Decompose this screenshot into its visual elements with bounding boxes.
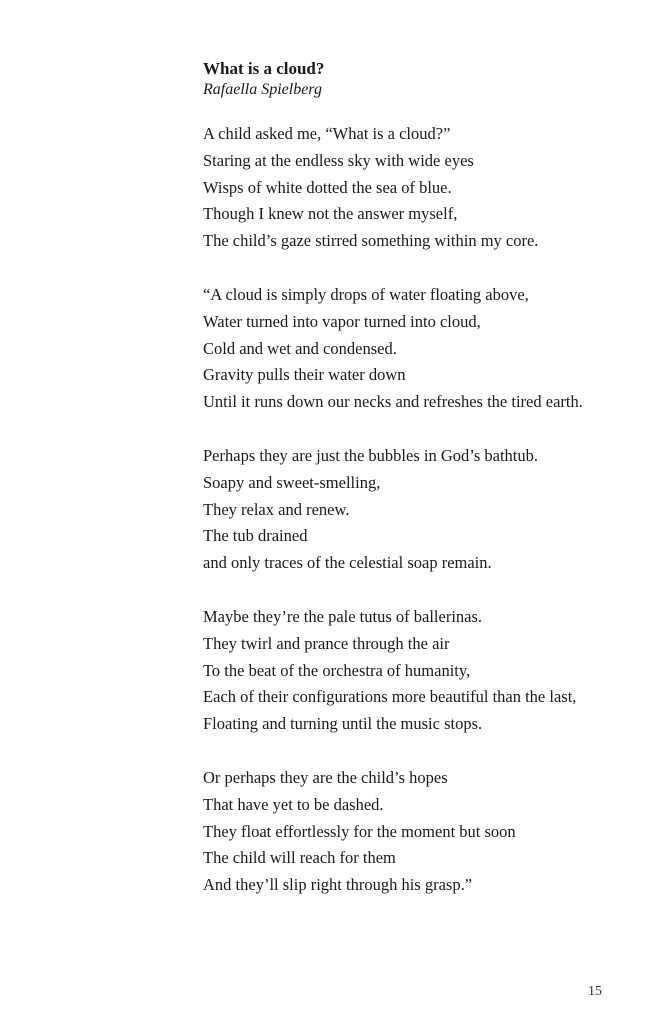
poem-line: Or perhaps they are the child’s hopes	[203, 767, 448, 787]
poem-line: Soapy and sweet-smelling,	[203, 472, 381, 492]
poem-line: A child asked me, “What is a cloud?”	[203, 124, 451, 143]
stanza-2	[203, 282, 643, 416]
poem-line: Cold and wet and condensed.	[203, 338, 397, 358]
poem-line: Floating and turning until the music stops.	[203, 714, 483, 734]
stanza-5	[203, 765, 643, 899]
poem-line: That have yet to be dashed.	[203, 794, 384, 814]
poem-line: Until it runs down our necks and refreshes the tired earth.	[203, 392, 583, 412]
poem-line: Perhaps they are just the bubbles in God’s bathtub.	[203, 445, 538, 465]
stanza-1	[203, 121, 643, 255]
stanza-3	[203, 443, 643, 577]
poem-line: Staring at the endless sky with wide eyes	[203, 150, 474, 170]
poem-author: Rafaella Spielberg	[203, 81, 322, 98]
poem-line: The child will reach for them	[203, 848, 396, 868]
poem-line: The child’s gaze stirred something within my core.	[203, 231, 539, 251]
poem-line: They twirl and prance through the air	[203, 633, 450, 653]
poem-line: They relax and renew.	[203, 499, 350, 519]
poem-line: To the beat of the orchestra of humanity,	[203, 660, 471, 680]
poem-line: Water turned into vapor turned into cloud,	[203, 311, 481, 331]
poem-line: The tub drained	[203, 526, 308, 546]
poem-line: Each of their configurations more beautiful than the last,	[203, 687, 577, 707]
poem-line: And they’ll slip right through his grasp.”	[203, 875, 473, 895]
poem-line: They float effortlessly for the moment but soon	[203, 821, 516, 841]
poem-line: Though I knew not the answer myself,	[203, 204, 458, 224]
page-number: 15	[588, 984, 602, 999]
poem-line: and only traces of the celestial soap remain.	[203, 553, 492, 573]
poem-line: Gravity pulls their water down	[203, 365, 406, 385]
poem-line: “A cloud is simply drops of water floating above,	[203, 284, 529, 304]
poem-line: Maybe they’re the pale tutus of ballerinas.	[203, 606, 483, 626]
stanza-4	[203, 604, 643, 738]
poem-title: What is a cloud?	[203, 59, 325, 78]
poem-line: Wisps of white dotted the sea of blue.	[203, 177, 452, 197]
poem	[203, 58, 643, 926]
